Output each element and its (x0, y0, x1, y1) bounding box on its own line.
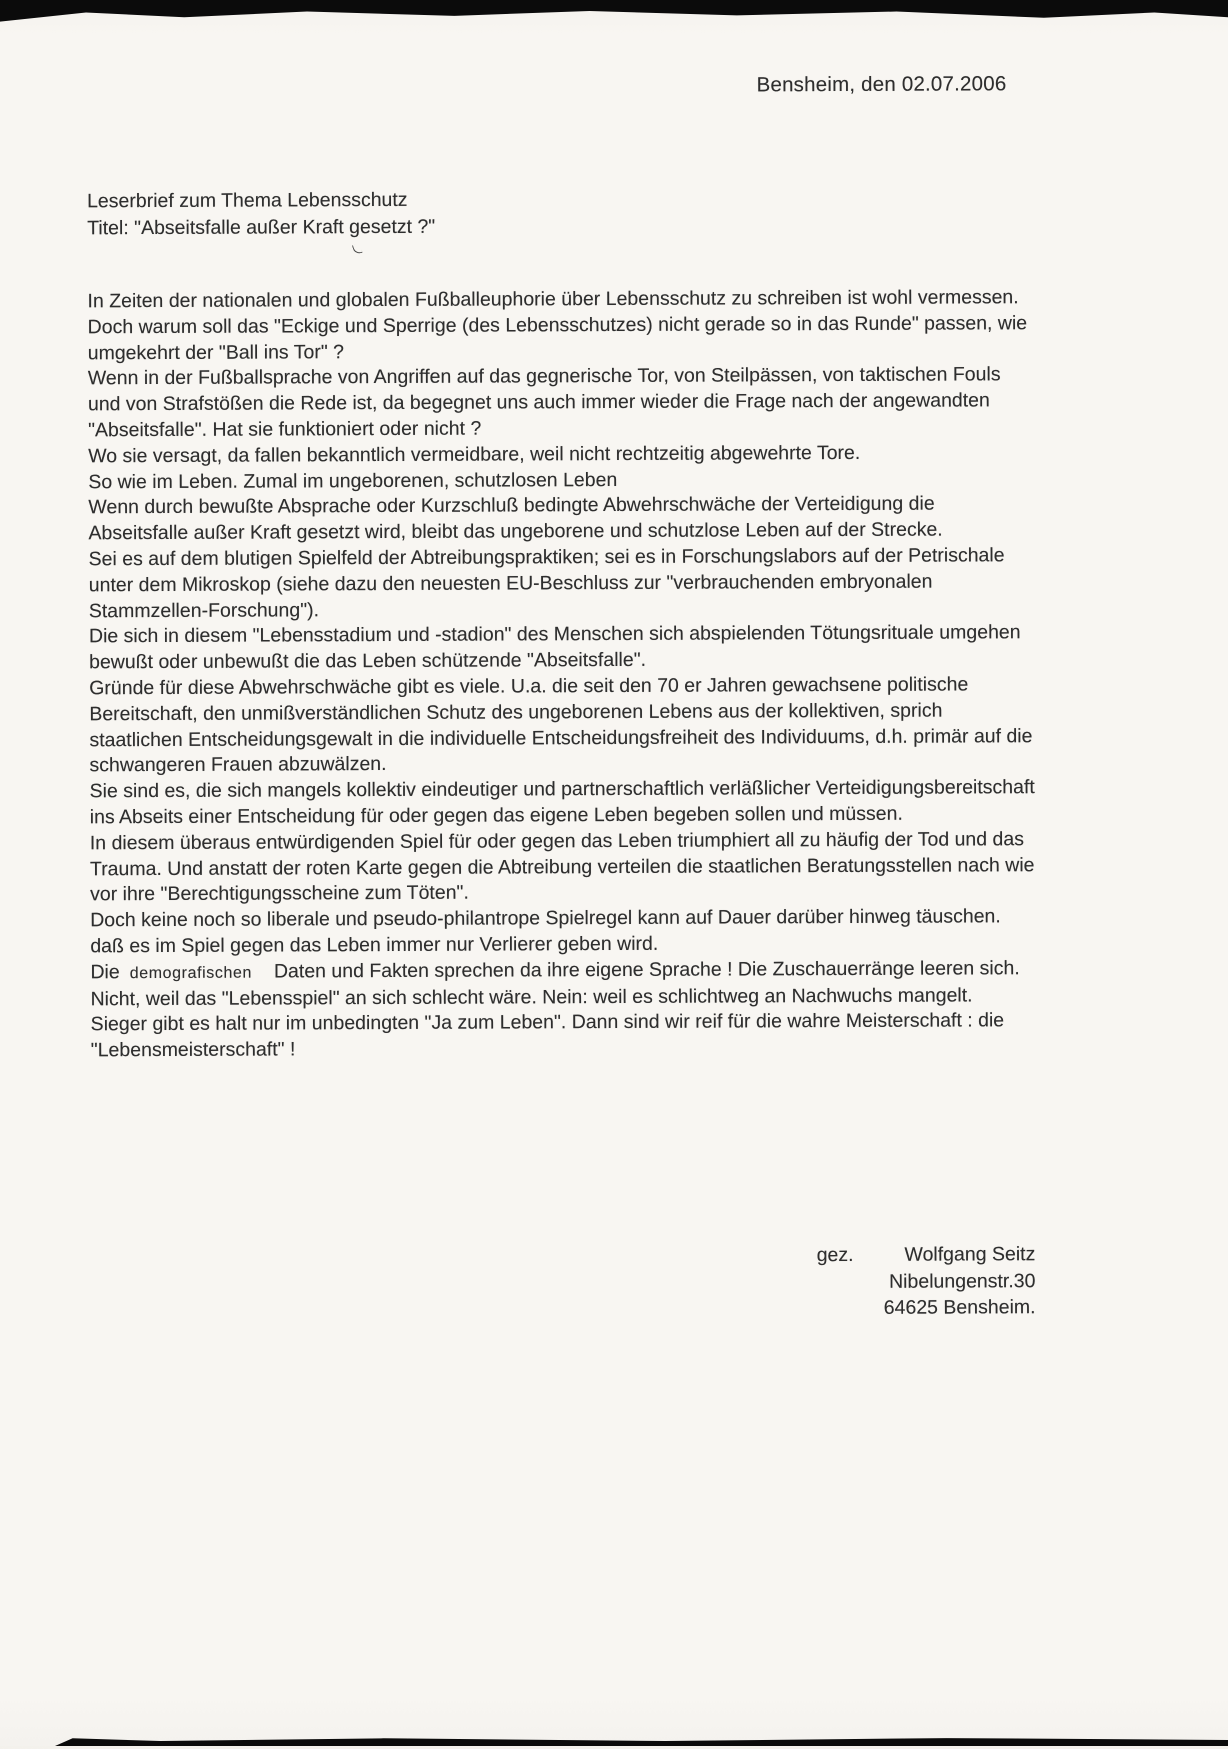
subject-line-topic: Leserbrief zum Thema Lebensschutz (87, 188, 408, 213)
signature-gez-label: gez. (816, 1243, 854, 1267)
signature-name: Wolfgang Seitz (904, 1243, 1036, 1266)
signature-city: 64625 Bensheim. (883, 1296, 1036, 1319)
body-paragraph: Wo sie versagt, da fallen bekanntlich vermeidbare, weil nicht rechtzeitig abgewehrte Tore. (88, 441, 861, 468)
body-paragraph-demographics (90, 956, 1038, 1013)
body-paragraph: Gründe für diese Abwehrschwäche gibt es viele. U.a. die seit den 70 er Jahren gewachsene politische Bereitschaft, den unmißverständlichen Schutz des ungeborenen Lebens aus der kollektiven, sprich staatlichen Entscheidungsgewalt in die individuelle Entscheidungsfreiheit des Individuums, d.h. primär auf die schwangeren Frauen abzuwälzen. (89, 673, 1033, 777)
body-paragraph: Doch keine noch so liberale und pseudo-philantrope Spielregel kann auf Dauer darüber hinweg täuschen. daß es im Spiel gegen das Leben immer nur Verlierer geben wird. (90, 905, 1001, 958)
body-paragraph-closing: Sieger gibt es halt nur im unbedingten "Ja zum Leben". Dann sind wir reif für die wahre Meisterschaft : die "Lebensmeisterschaft" ! (90, 1009, 1005, 1062)
signature-block (817, 1241, 1036, 1321)
demographics-post: Daten und Fakten sprechen da ihre eigene Sprache ! Die Zuschauerränge leeren sich. Nicht, weil das "Lebensspiel" an sich schlecht wäre. Nein: weil es schlichtweg an Nachwuchs mangelt. (90, 956, 1020, 1010)
subject-block (87, 187, 435, 243)
scan-smudge (352, 243, 363, 255)
signature-street: Nibelungenstr.30 (889, 1269, 1036, 1293)
body-paragraph: Die sich in diesem "Lebensstadium und -stadion" des Menschen sich abspielenden Tötungsrituale umgehen bewußt oder unbewußt die das Leben schützende "Abseitsfalle". (88, 621, 1021, 674)
body-paragraph: Sie sind es, die sich mangels kollektiv eindeutiger und partnerschaftlich verläßlicher Verteidigungsbereitschaft ins Abseits einer Entscheidung für oder gegen das eigene Leben begeben sollen und müssen. (89, 776, 1035, 829)
body-paragraph: Wenn in der Fußballsprache von Angriffen auf das gegnerische Tor, von Steilpässen, von taktischen Fouls und von Strafstößen die Rede ist, da begegnet uns auch immer wieder die Frage nach der angewandten "Abseitsfalle". Hat sie funktioniert oder nicht ? (87, 363, 1001, 442)
body-paragraph: In Zeiten der nationalen und globalen Fußballeuphorie über Lebensschutz zu schreiben ist wohl vermessen. Doch warum soll das "Eckige und Sperrige (des Lebensschutzes) nicht gerade so in das Runde" passen, wie umgekehrt der "Ball ins Tor" ? (87, 286, 1028, 364)
body-paragraph: So wie im Leben. Zumal im ungeborenen, schutzlosen Leben (88, 468, 618, 493)
letter-body (87, 285, 1038, 1064)
body-paragraph: In diesem überaus entwürdigenden Spiel für oder gegen das Leben triumphiert all zu häufig der Tod und das Trauma. Und anstatt der roten Karte gegen die Abtreibung verteilen die staatlichen Beratungsstellen nach wie vor ihre "Berechtigungsscheine zum Töten". (89, 827, 1035, 906)
body-paragraph: Sei es auf dem blutigen Spielfeld der Abtreibungspraktiken; sei es in Forschungslabors auf der Petrischale unter dem Mikroskop (siehe dazu den neuesten EU-Beschluss zur "verbrauchenden embryonalen Stammzellen-Forschung"). (88, 544, 1005, 622)
date-line: Bensheim, den 02.07.2006 (756, 72, 1007, 97)
body-paragraph: Wenn durch bewußte Absprache oder Kurzschluß bedingte Abwehrschwäche der Verteidigung die Abseitsfalle außer Kraft gesetzt wird, bleibt das ungeborene und schutzlose Leben auf der Strecke. (88, 492, 943, 545)
inserted-word-demografischen: demografischen (129, 964, 252, 982)
demographics-pre: Die (90, 960, 120, 984)
subject-line-title: Titel: "Abseitsfalle außer Kraft gesetzt ?" (87, 215, 436, 240)
signature-column (883, 1241, 1035, 1321)
